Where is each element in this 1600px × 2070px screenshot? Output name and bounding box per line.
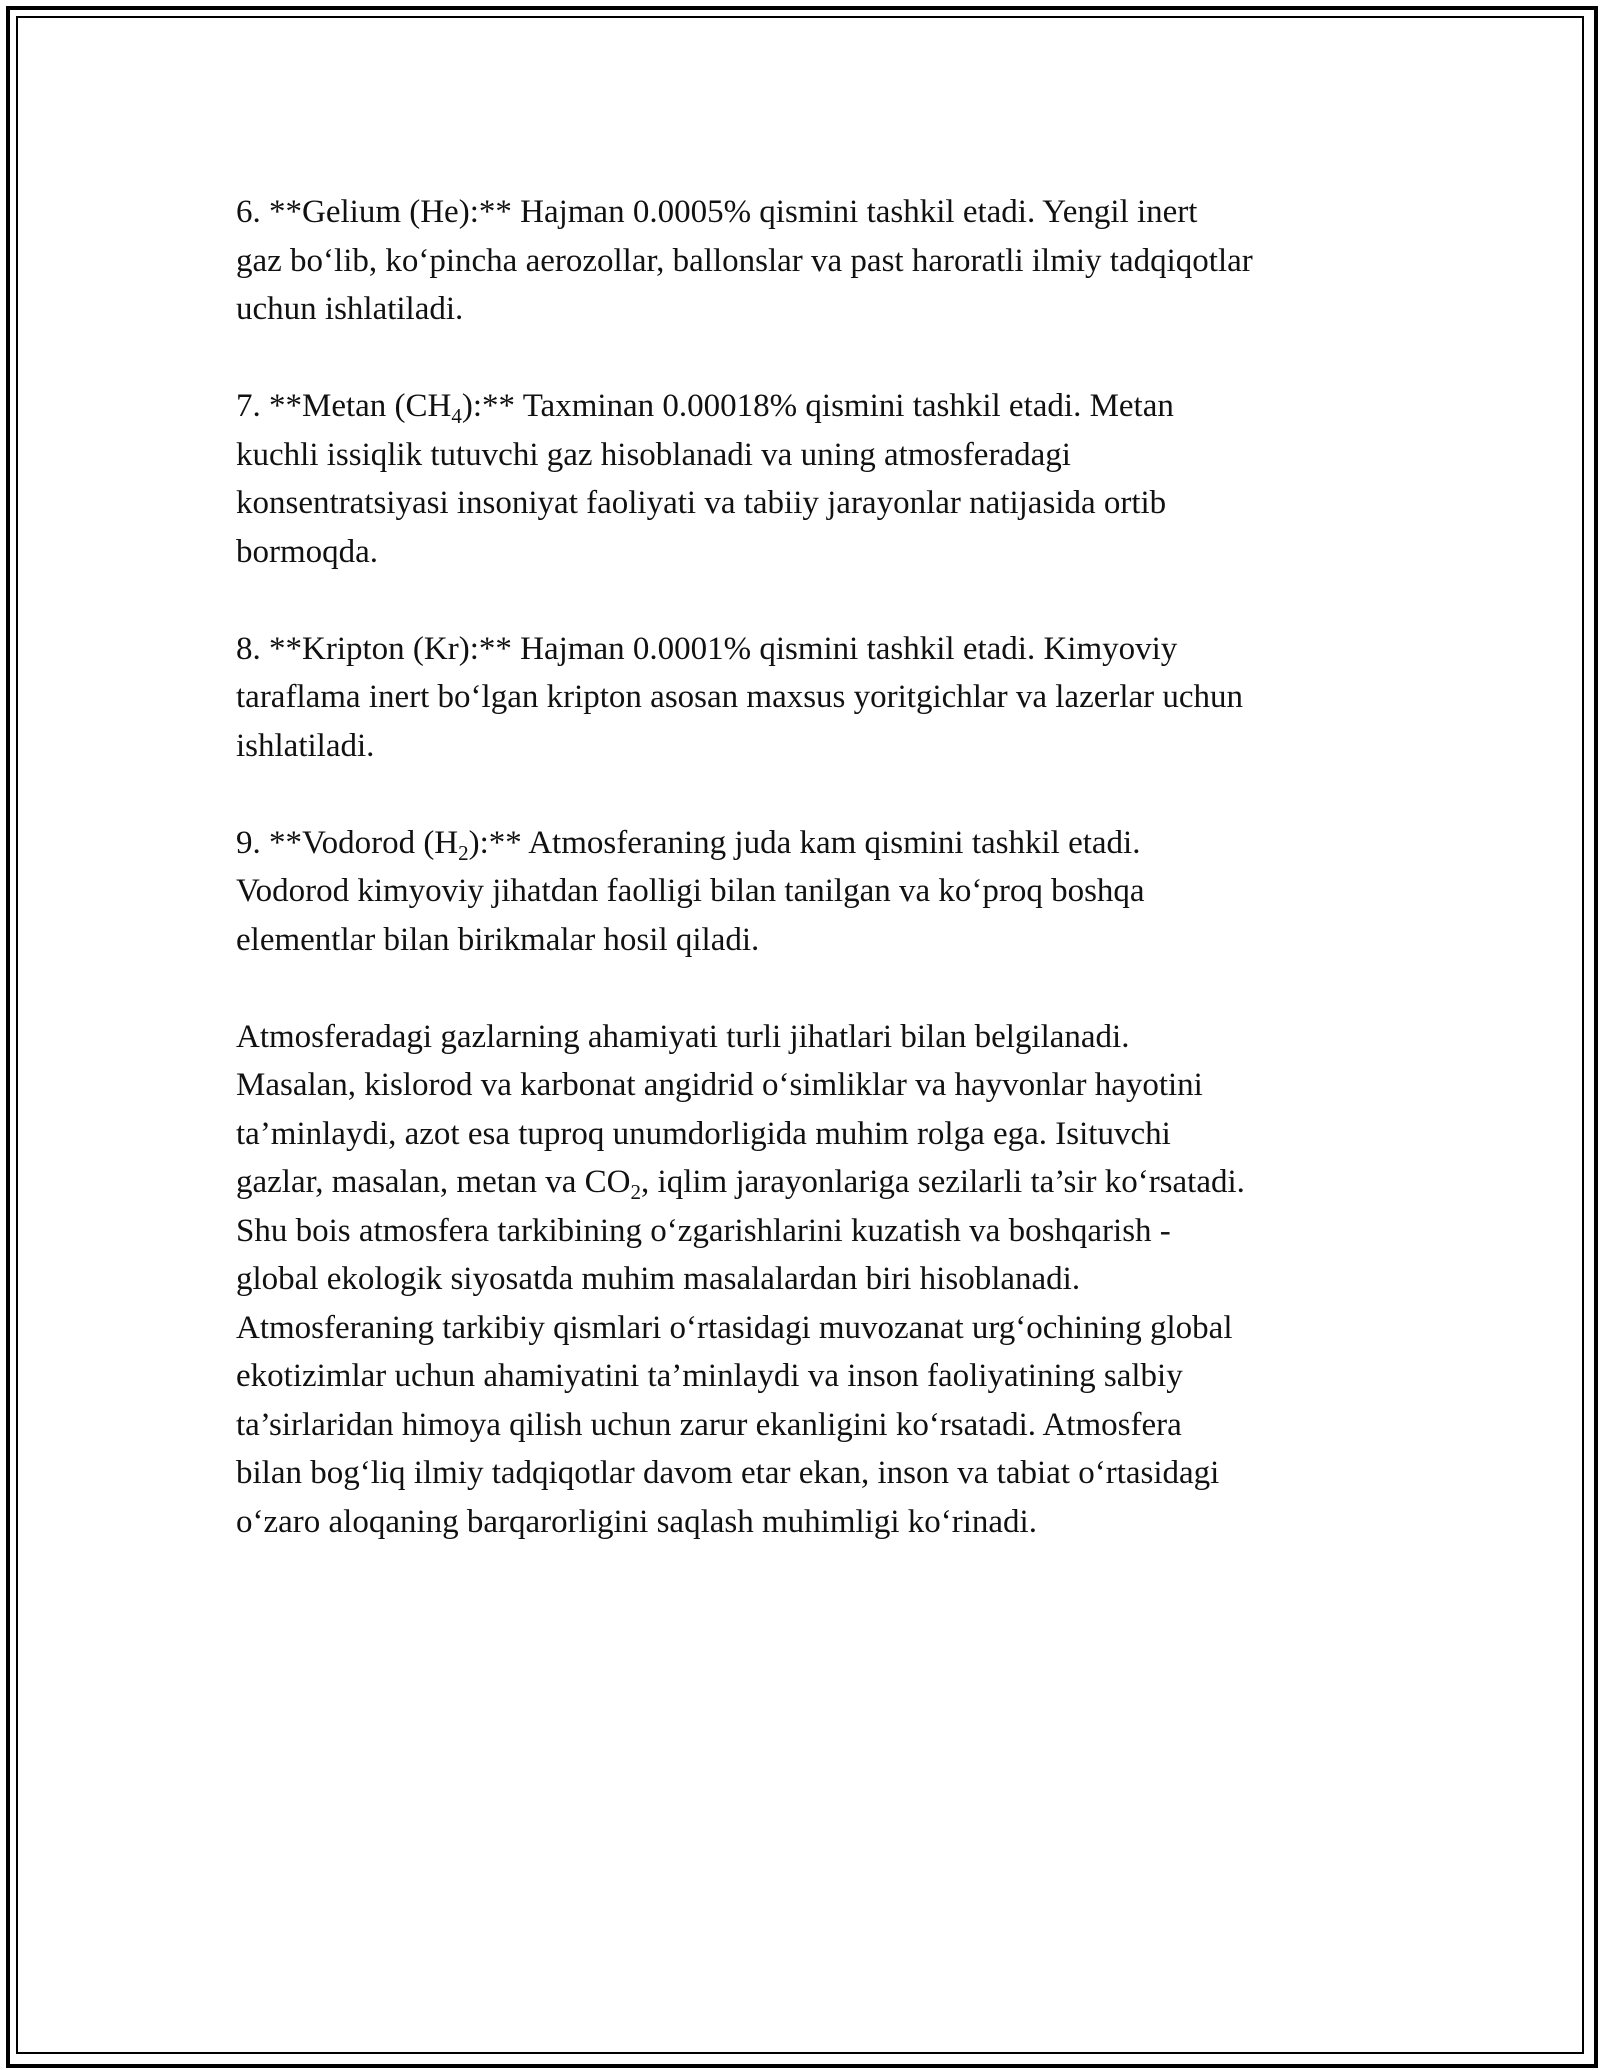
text-run: gazlar, masalan, metan va CO (236, 1164, 631, 1200)
text-line (236, 625, 1386, 674)
text-run: gaz bo‘lib, ko‘pincha aerozollar, ballonslar va past haroratli ilmiy tadqiqotlar (236, 242, 1253, 279)
text-run: , iqlim jarayonlariga sezilarli ta’sir ko‘rsatadi. (641, 1164, 1245, 1200)
document-body (236, 188, 1386, 1595)
paragraph (236, 188, 1386, 334)
text-line (236, 673, 1386, 722)
paragraph (236, 819, 1386, 965)
text-line (236, 819, 1386, 868)
text-line (236, 479, 1386, 528)
subscript: 2 (458, 840, 469, 865)
text-line (236, 1352, 1386, 1401)
text-line (236, 528, 1386, 577)
text-line (236, 1449, 1386, 1498)
text-line (236, 1110, 1386, 1159)
text-run: elementlar bilan birikmalar hosil qiladi. (236, 921, 760, 958)
text-run: ekotizimlar uchun ahamiyatini ta’minlaydi va inson faoliyatining salbiy (236, 1358, 1183, 1394)
text-line (236, 1255, 1386, 1304)
paragraph (236, 625, 1386, 771)
text-run: bormoqda. (236, 533, 379, 570)
paragraph (236, 382, 1386, 576)
text-run: Masalan, kislorod va karbonat angidrid o‘simliklar va hayvonlar hayotini (236, 1067, 1203, 1103)
text-line (236, 867, 1386, 916)
text-run: Vodorod kimyoviy jihatdan faolligi bilan tanilgan va ko‘proq boshqa (236, 873, 1145, 909)
text-line (236, 1304, 1386, 1353)
text-run: Atmosferaning tarkibiy qismlari o‘rtasidagi muvozanat urg‘ochining global (236, 1309, 1233, 1346)
text-line (236, 1158, 1386, 1207)
text-run: global ekologik siyosatda muhim masalalardan biri hisoblanadi. (236, 1261, 1081, 1297)
text-line (236, 237, 1386, 286)
text-line (236, 285, 1386, 334)
paragraph (236, 1013, 1386, 1547)
text-run: bilan bog‘liq ilmiy tadqiqotlar davom etar ekan, inson va tabiat o‘rtasidagi (236, 1455, 1220, 1491)
text-run: ):** Taxminan 0.00018% qismini tashkil etadi. Metan (461, 388, 1174, 424)
text-line (236, 1207, 1386, 1256)
text-run: Shu bois atmosfera tarkibining o‘zgarishlarini kuzatish va boshqarish - (236, 1212, 1171, 1249)
text-run: 7. **Metan (CH (236, 388, 452, 424)
text-line (236, 382, 1386, 431)
text-line (236, 188, 1386, 237)
text-run: Atmosferadagi gazlarning ahamiyati turli jihatlari bilan belgilanadi. (236, 1018, 1130, 1055)
text-run: ishlatiladi. (236, 727, 375, 764)
text-line (236, 1401, 1386, 1450)
text-run: kuchli issiqlik tutuvchi gaz hisoblanadi va uning atmosferadagi (236, 436, 1071, 473)
text-line (236, 1498, 1386, 1547)
text-line (236, 916, 1386, 965)
text-run: o‘zaro aloqaning barqarorligini saqlash muhimligi ko‘rinadi. (236, 1503, 1037, 1540)
text-run: uchun ishlatiladi. (236, 291, 464, 327)
subscript: 4 (451, 404, 462, 428)
text-line (236, 1013, 1386, 1062)
text-run: 8. **Kripton (Kr):** Hajman 0.0001% qismini tashkil etadi. Kimyoviy (236, 630, 1178, 667)
text-run: taraflama inert bo‘lgan kripton asosan maxsus yoritgichlar va lazerlar uchun (236, 679, 1244, 715)
text-run: ta’minlaydi, azot esa tuproq unumdorligida muhim rolga ega. Isituvchi (236, 1115, 1171, 1152)
text-line (236, 1061, 1386, 1110)
text-run: konsentratsiyasi insoniyat faoliyati va tabiiy jarayonlar natijasida ortib (236, 485, 1167, 521)
subscript: 2 (630, 1180, 642, 1204)
text-line (236, 431, 1386, 480)
text-run: 6. **Gelium (He):** Hajman 0.0005% qismini tashkil etadi. Yengil inert (236, 194, 1198, 230)
text-run: 9. **Vodorod (H (236, 824, 459, 861)
text-run: ):** Atmosferaning juda kam qismini tashkil etadi. (468, 824, 1141, 861)
text-run: ta’sirlaridan himoya qilish uchun zarur ekanligini ko‘rsatadi. Atmosfera (236, 1406, 1182, 1443)
text-line (236, 722, 1386, 771)
